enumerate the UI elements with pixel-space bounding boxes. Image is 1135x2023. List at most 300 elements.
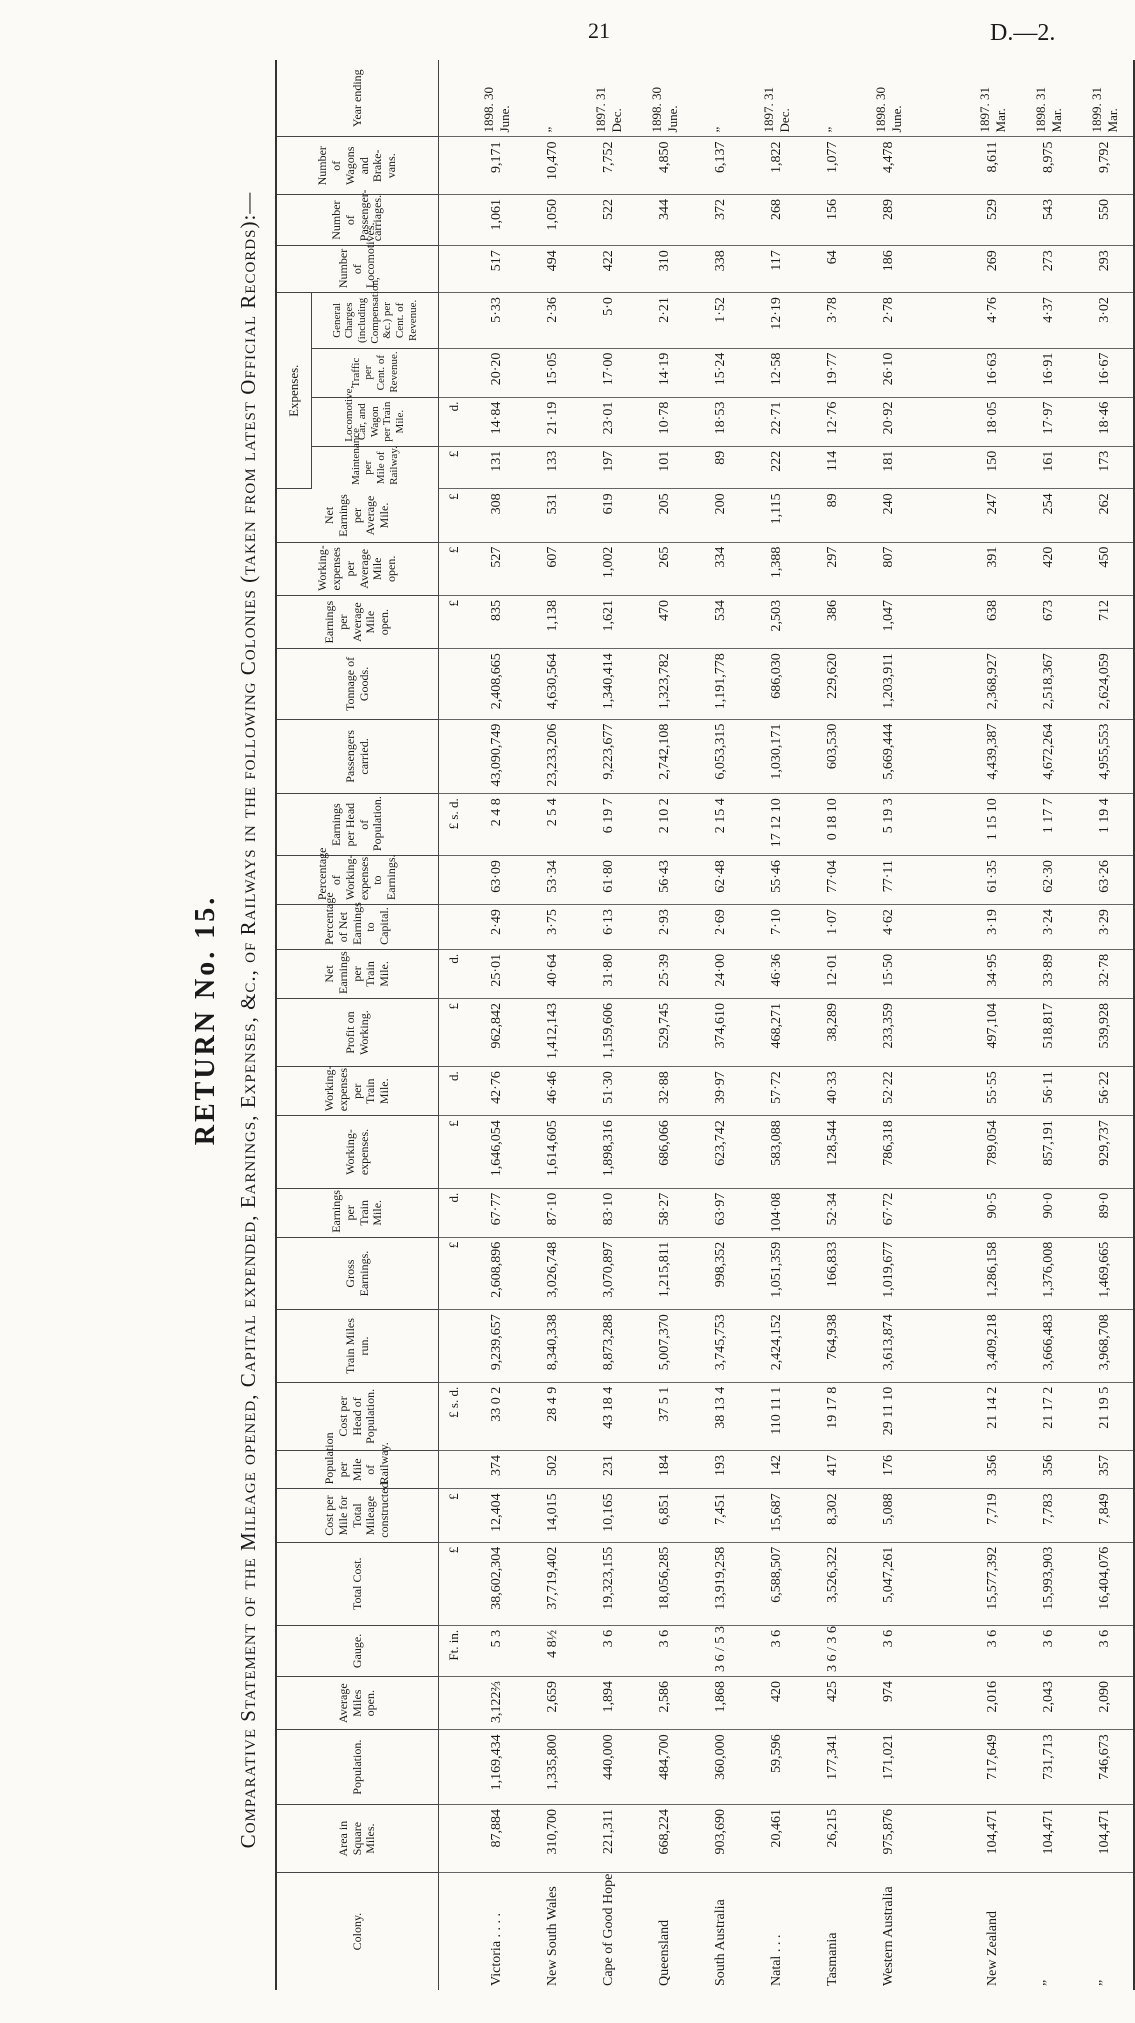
table-cell: 55·55 xyxy=(965,1067,1021,1116)
table-cell: 4·62 xyxy=(861,905,917,950)
table-cell: 6,588,507 xyxy=(749,1542,805,1625)
table-cell: 2,608,896 xyxy=(469,1237,525,1310)
table-cell: 974 xyxy=(861,1677,917,1730)
table-cell: 4 8½ xyxy=(525,1625,581,1676)
unit-cell xyxy=(439,1310,470,1383)
table-cell: 29 11 10 xyxy=(861,1382,917,1450)
table-cell: 15·05 xyxy=(525,348,581,397)
table-cell: 1,412,143 xyxy=(525,998,581,1066)
table-cell: 344 xyxy=(637,195,693,246)
table-cell: 18·53 xyxy=(693,397,749,446)
table-cell: 420 xyxy=(1021,542,1077,595)
table-cell: 8,873,288 xyxy=(581,1310,637,1383)
table-cell: 1,030,171 xyxy=(749,719,805,794)
table-cell: 38 13 4 xyxy=(693,1382,749,1450)
header-expenses-group: Expenses. xyxy=(276,293,312,489)
table-cell: 4,850 xyxy=(637,137,693,195)
unit-cell: £ xyxy=(439,1237,470,1310)
table-cell: 12·76 xyxy=(805,397,861,446)
table-cell: 8,340,338 xyxy=(525,1310,581,1383)
table-cell: 2,586 xyxy=(637,1677,693,1730)
unit-cell: £ s. d. xyxy=(439,794,470,856)
table-cell: 1 15 10 xyxy=(965,794,1021,856)
unit-cell: £ xyxy=(439,998,470,1066)
table-cell: 7,849 xyxy=(1077,1489,1134,1542)
header-net-per-mile: Net Earnings per Average Mile. xyxy=(276,489,439,542)
header-locomotive-car-wagon: Locomotive, Car, and Wagon per Train Mile. xyxy=(312,397,439,446)
table-cell: 310 xyxy=(637,246,693,293)
colony-name: New South Wales xyxy=(545,1886,560,1986)
table-cell: 1,323,782 xyxy=(637,649,693,719)
table-cell: 807 xyxy=(861,542,917,595)
table-cell: 6,851 xyxy=(637,1489,693,1542)
table-cell: 32·78 xyxy=(1077,949,1134,998)
table-cell: 131 xyxy=(469,446,525,489)
table-cell: 494 xyxy=(525,246,581,293)
spacer-cell xyxy=(917,1451,965,1489)
table-cell: 20·92 xyxy=(861,397,917,446)
table-cell: 786,318 xyxy=(861,1116,917,1189)
table-cell: 668,224 xyxy=(637,1804,693,1872)
table-cell: 21 19 5 xyxy=(1077,1382,1134,1450)
table-cell: 857,191 xyxy=(1021,1116,1077,1189)
colony-name: ” xyxy=(1041,1979,1056,1986)
table-cell: 58·27 xyxy=(637,1188,693,1237)
table-cell: 2 4 8 xyxy=(469,794,525,856)
table-cell: 1,215,811 xyxy=(637,1237,693,1310)
spacer-cell xyxy=(917,1188,965,1237)
table-cell: 3 6 xyxy=(637,1625,693,1676)
table-cell: 63·26 xyxy=(1077,856,1134,905)
table-cell: 764,938 xyxy=(805,1310,861,1383)
header-general-charges: General Charges (including Compensation, &c.) per Cent. of Revenue. xyxy=(312,293,439,348)
table-cell: 3 6 xyxy=(861,1625,917,1676)
header-pct-net-capital: Percentage of Net Earnings to Capital. xyxy=(276,905,439,950)
table-cell: 15,993,903 xyxy=(1021,1542,1077,1625)
table-cell: 529 xyxy=(965,195,1021,246)
table-cell: 17·00 xyxy=(581,348,637,397)
unit-cell xyxy=(439,1451,470,1489)
table-cell: 142 xyxy=(749,1451,805,1489)
year-ending-cell: 1898. 30 June. xyxy=(637,60,693,137)
table-cell: 9,792 xyxy=(1077,137,1134,195)
table-cell: 1,376,008 xyxy=(1021,1237,1077,1310)
table-cell: 975,876 xyxy=(861,1804,917,1872)
table-cell: 3·19 xyxy=(965,905,1021,950)
table-row xyxy=(581,60,637,1990)
table-cell: 4,439,387 xyxy=(965,719,1021,794)
table-cell: 53·34 xyxy=(525,856,581,905)
table-cell: 67·77 xyxy=(469,1188,525,1237)
table-cell: 38,602,304 xyxy=(469,1542,525,1625)
table-cell: 62·48 xyxy=(693,856,749,905)
table-cell: 101 xyxy=(637,446,693,489)
table-cell: 19·77 xyxy=(805,348,861,397)
table-cell: 12·01 xyxy=(805,949,861,998)
table-cell: 289 xyxy=(861,195,917,246)
table-cell: 929,737 xyxy=(1077,1116,1134,1189)
table-cell: 417 xyxy=(805,1451,861,1489)
unit-cell xyxy=(439,1873,470,1990)
table-cell: 1,047 xyxy=(861,595,917,648)
spacer-cell xyxy=(917,1310,965,1383)
table-cell: 3·75 xyxy=(525,905,581,950)
year-ending-cell: 1898. 30 June. xyxy=(469,60,525,137)
header-earnings-per-train-mile: Earnings per Train Mile. xyxy=(276,1188,439,1237)
table-cell: 21·19 xyxy=(525,397,581,446)
table-cell: 1,340,414 xyxy=(581,649,637,719)
table-cell: 117 xyxy=(749,246,805,293)
colony-name: Western Australia xyxy=(881,1886,896,1986)
unit-cell xyxy=(439,1677,470,1730)
table-cell: 52·22 xyxy=(861,1067,917,1116)
table-cell: 497,104 xyxy=(965,998,1021,1066)
table-cell: 221,311 xyxy=(581,1804,637,1872)
table-cell: 3 6 xyxy=(1077,1625,1134,1676)
table-cell: 1,050 xyxy=(525,195,581,246)
table-cell: 3 6 xyxy=(1021,1625,1077,1676)
table-cell: 15,687 xyxy=(749,1489,805,1542)
table-cell: 20,461 xyxy=(749,1804,805,1872)
table-cell: 531 xyxy=(525,489,581,542)
table-cell: 90·5 xyxy=(965,1188,1021,1237)
table-cell: 2,408,665 xyxy=(469,649,525,719)
unit-cell: £ xyxy=(439,489,470,542)
unit-cell: £ xyxy=(439,1116,470,1189)
table-row xyxy=(805,60,861,1990)
header-maintenance: Maintenance per Mile of Railway. xyxy=(312,446,439,489)
table-cell: 156 xyxy=(805,195,861,246)
table-cell: 638 xyxy=(965,595,1021,648)
table-cell: 14·19 xyxy=(637,348,693,397)
year-ending-cell: 1897. 31 Dec. xyxy=(581,60,637,137)
unit-cell: d. xyxy=(439,1067,470,1116)
spacer-cell xyxy=(917,905,965,950)
table-cell: 998,352 xyxy=(693,1237,749,1310)
unit-cell: £ xyxy=(439,595,470,648)
table-row xyxy=(965,60,1021,1990)
colony-name: New Zealand xyxy=(985,1910,1000,1986)
unit-cell xyxy=(439,856,470,905)
table-cell: 268 xyxy=(749,195,805,246)
table-cell: 391 xyxy=(965,542,1021,595)
unit-cell xyxy=(439,905,470,950)
table-cell: 310,700 xyxy=(525,1804,581,1872)
table-cell: 673 xyxy=(1021,595,1077,648)
table-cell: 171,021 xyxy=(861,1730,917,1805)
table-cell: 5 19 3 xyxy=(861,794,917,856)
table-cell: 440,000 xyxy=(581,1730,637,1805)
table-cell: 1,169,434 xyxy=(469,1730,525,1805)
table-cell: 2,659 xyxy=(525,1677,581,1730)
table-cell: 3,613,874 xyxy=(861,1310,917,1383)
table-cell: 34·95 xyxy=(965,949,1021,998)
table-cell: 356 xyxy=(1021,1451,1077,1489)
header-population-per-mile: Population per Mile of Railway. xyxy=(276,1451,439,1489)
table-cell: 712 xyxy=(1077,595,1134,648)
unit-cell xyxy=(439,137,470,195)
table-cell: 1,388 xyxy=(749,542,805,595)
table-cell: 3,026,748 xyxy=(525,1237,581,1310)
header-wexp-per-mile: Working-expenses per Average Mile open. xyxy=(276,542,439,595)
unit-cell: d. xyxy=(439,397,470,446)
table-cell: 43,090,749 xyxy=(469,719,525,794)
table-cell: 184 xyxy=(637,1451,693,1489)
table-cell: 1,335,800 xyxy=(525,1730,581,1805)
table-cell: 90·0 xyxy=(1021,1188,1077,1237)
table-cell: 7,783 xyxy=(1021,1489,1077,1542)
unit-cell: £ xyxy=(439,1489,470,1542)
header-passenger-carriages: Number of Passenger-carriages. xyxy=(276,195,439,246)
table-cell: 63·09 xyxy=(469,856,525,905)
spacer-cell xyxy=(917,1542,965,1625)
table-cell: 1·52 xyxy=(693,293,749,348)
table-cell: 686,030 xyxy=(749,649,805,719)
header-working-expenses: Working-expenses. xyxy=(276,1116,439,1189)
spacer-cell xyxy=(917,1677,965,1730)
table-cell: 181 xyxy=(861,446,917,489)
table-cell: 133 xyxy=(525,446,581,489)
table-cell: 3·78 xyxy=(805,293,861,348)
table-cell: 89 xyxy=(805,489,861,542)
table-cell: 517 xyxy=(469,246,525,293)
table-cell: 265 xyxy=(637,542,693,595)
table-cell: 150 xyxy=(965,446,1021,489)
table-cell: 2,624,059 xyxy=(1077,649,1134,719)
table-cell: 10,165 xyxy=(581,1489,637,1542)
table-cell: 420 xyxy=(749,1677,805,1730)
table-cell: 32·88 xyxy=(637,1067,693,1116)
table-cell: 293 xyxy=(1077,246,1134,293)
table-cell: 1,822 xyxy=(749,137,805,195)
colony-name: South Australia xyxy=(713,1899,728,1986)
table-cell: 3·29 xyxy=(1077,905,1134,950)
table-cell: 386 xyxy=(805,595,861,648)
table-cell: 6 19 7 xyxy=(581,794,637,856)
header-profit: Profit on Working. xyxy=(276,998,439,1066)
table-cell: 308 xyxy=(469,489,525,542)
year-ending-cell: 1897. 31 Dec. xyxy=(749,60,805,137)
spacer-cell xyxy=(917,1237,965,1310)
table-cell: 356 xyxy=(965,1451,1021,1489)
table-cell: 2·21 xyxy=(637,293,693,348)
table-cell: 56·43 xyxy=(637,856,693,905)
header-year-ending: Year ending xyxy=(276,60,439,137)
table-row xyxy=(861,60,917,1990)
table-cell: 527 xyxy=(469,542,525,595)
table-cell: 18·46 xyxy=(1077,397,1134,446)
table-cell: 31·80 xyxy=(581,949,637,998)
header-gauge: Gauge. xyxy=(276,1625,439,1676)
table-cell: 87,884 xyxy=(469,1804,525,1872)
spacer-cell xyxy=(917,1489,965,1542)
header-passengers: Passengers carried. xyxy=(276,719,439,794)
table-cell: 247 xyxy=(965,489,1021,542)
table-cell: 539,928 xyxy=(1077,998,1134,1066)
table-cell: 686,066 xyxy=(637,1116,693,1189)
spacer-cell xyxy=(917,137,965,195)
table-cell: 110 11 1 xyxy=(749,1382,805,1450)
table-cell: 104,471 xyxy=(1077,1804,1134,1872)
table-cell: 197 xyxy=(581,446,637,489)
table-cell: 229,620 xyxy=(805,649,861,719)
header-locomotives: Number of Locomotives. xyxy=(276,246,439,293)
table-cell: 5,088 xyxy=(861,1489,917,1542)
colony-name: ” xyxy=(1097,1979,1112,1986)
table-cell: 51·30 xyxy=(581,1067,637,1116)
table-cell: 56·11 xyxy=(1021,1067,1077,1116)
table-cell: 17 12 10 xyxy=(749,794,805,856)
table-cell: 534 xyxy=(693,595,749,648)
unit-cell xyxy=(439,293,470,348)
table-cell: 240 xyxy=(861,489,917,542)
table-cell: 104,471 xyxy=(965,1804,1021,1872)
header-traffic: Traffic per Cent. of Revenue. xyxy=(312,348,439,397)
table-cell: 4·76 xyxy=(965,293,1021,348)
table-cell: 3,526,322 xyxy=(805,1542,861,1625)
table-cell: 1·07 xyxy=(805,905,861,950)
table-cell: 16·63 xyxy=(965,348,1021,397)
table-cell: 10·78 xyxy=(637,397,693,446)
table-cell: 42·76 xyxy=(469,1067,525,1116)
spacer-cell xyxy=(917,1067,965,1116)
spacer-cell xyxy=(917,293,965,348)
table-cell: 22·71 xyxy=(749,397,805,446)
table-cell: 273 xyxy=(1021,246,1077,293)
unit-cell xyxy=(439,60,470,137)
table-cell: 59,596 xyxy=(749,1730,805,1805)
statement-subtitle: Comparative Statement of the Mileage opened, Capital expended, Earnings, Expenses, &c., of Railways in the following Colonies (taken from latest Official Records):— xyxy=(236,191,260,1849)
table-row xyxy=(1021,60,1077,1990)
unit-cell: £ xyxy=(439,542,470,595)
table-cell: 26,215 xyxy=(805,1804,861,1872)
table-cell: 518,817 xyxy=(1021,998,1077,1066)
table-cell: 3 6 xyxy=(749,1625,805,1676)
table-cell: 33 0 2 xyxy=(469,1382,525,1450)
table-cell: 89 xyxy=(693,446,749,489)
table-cell: 7,719 xyxy=(965,1489,1021,1542)
table-cell: 19,323,155 xyxy=(581,1542,637,1625)
table-cell: 1,019,677 xyxy=(861,1237,917,1310)
table-cell: 39·97 xyxy=(693,1067,749,1116)
table-cell: 9,223,677 xyxy=(581,719,637,794)
table-cell: 77·04 xyxy=(805,856,861,905)
header-cost-per-mile: Cost per Mile for Total Mileage constructed. xyxy=(276,1489,439,1542)
table-cell: 38,289 xyxy=(805,998,861,1066)
spacer-cell xyxy=(917,1625,965,1676)
unit-cell: £ xyxy=(439,1542,470,1625)
railway-statistics-table xyxy=(275,60,1135,1990)
table-cell: 18·05 xyxy=(965,397,1021,446)
table-cell: 205 xyxy=(637,489,693,542)
colony-name: Cape of Good Hope xyxy=(601,1873,616,1986)
table-cell: 4,955,553 xyxy=(1077,719,1134,794)
header-earnings-per-head: Earnings per Head of Population. xyxy=(276,794,439,856)
spacer-cell xyxy=(917,1382,965,1450)
header-net-per-train-mile: Net Earnings per Train Mile. xyxy=(276,949,439,998)
table-cell: 1,614,605 xyxy=(525,1116,581,1189)
table-cell: 262 xyxy=(1077,489,1134,542)
table-cell: 1,868 xyxy=(693,1677,749,1730)
table-cell: 177,341 xyxy=(805,1730,861,1805)
spacer-cell xyxy=(917,542,965,595)
table-cell: 62·30 xyxy=(1021,856,1077,905)
table-cell: 374 xyxy=(469,1451,525,1489)
table-cell: 746,673 xyxy=(1077,1730,1134,1805)
colony-name: Tasmania xyxy=(825,1932,840,1986)
table-cell: 16·67 xyxy=(1077,348,1134,397)
table-cell: 962,842 xyxy=(469,998,525,1066)
year-ending-cell: 1899. 31 Mar. xyxy=(1077,60,1134,137)
table-cell: 3 6 xyxy=(965,1625,1021,1676)
table-cell: 2,503 xyxy=(749,595,805,648)
table-cell: 128,544 xyxy=(805,1116,861,1189)
spacer-cell xyxy=(917,719,965,794)
table-cell: 16,404,076 xyxy=(1077,1542,1134,1625)
table-cell: 61·80 xyxy=(581,856,637,905)
table-cell: 193 xyxy=(693,1451,749,1489)
table-cell: 3,745,753 xyxy=(693,1310,749,1383)
table-cell: 543 xyxy=(1021,195,1077,246)
table-cell: 19 17 8 xyxy=(805,1382,861,1450)
table-cell: 200 xyxy=(693,489,749,542)
spacer-row xyxy=(917,60,965,1990)
header-pct-wexp-earnings: Percentage of Working-expenses to Earnings. xyxy=(276,856,439,905)
table-cell: 21 14 2 xyxy=(965,1382,1021,1450)
header-colony: Colony. xyxy=(276,1873,439,1990)
table-cell: 2 15 4 xyxy=(693,794,749,856)
table-cell: 3·24 xyxy=(1021,905,1077,950)
table-cell: 7,752 xyxy=(581,137,637,195)
table-cell: 28 4 9 xyxy=(525,1382,581,1450)
spacer-cell xyxy=(917,1730,965,1805)
table-cell: 1,286,158 xyxy=(965,1237,1021,1310)
table-cell: 64 xyxy=(805,246,861,293)
table-cell: 297 xyxy=(805,542,861,595)
table-body xyxy=(439,60,1135,1990)
table-row xyxy=(1077,60,1134,1990)
table-cell: 1,061 xyxy=(469,195,525,246)
table-cell: 2·36 xyxy=(525,293,581,348)
table-row xyxy=(749,60,805,1990)
table-cell: 2,043 xyxy=(1021,1677,1077,1730)
unit-cell xyxy=(439,348,470,397)
colony-name: Victoria . . . . xyxy=(489,1912,504,1986)
table-cell: 13,919,258 xyxy=(693,1542,749,1625)
table-cell: 254 xyxy=(1021,489,1077,542)
header-cost-per-head: Cost per Head of Population. xyxy=(276,1382,439,1450)
table-cell: 5·0 xyxy=(581,293,637,348)
table-cell: 2 5 4 xyxy=(525,794,581,856)
table-cell: 789,054 xyxy=(965,1116,1021,1189)
spacer-cell xyxy=(917,60,965,137)
spacer-cell xyxy=(917,246,965,293)
spacer-cell xyxy=(917,595,965,648)
table-cell: 186 xyxy=(861,246,917,293)
table-cell: 4,478 xyxy=(861,137,917,195)
header-gross-earnings: Gross Earnings. xyxy=(276,1237,439,1310)
table-cell: 269 xyxy=(965,246,1021,293)
table-cell: 56·22 xyxy=(1077,1067,1134,1116)
table-cell: 3·02 xyxy=(1077,293,1134,348)
colony-name: Natal . . . xyxy=(769,1934,784,1986)
table-cell: 104,471 xyxy=(1021,1804,1077,1872)
table-cell: 17·97 xyxy=(1021,397,1077,446)
table-row xyxy=(637,60,693,1990)
table-cell: 1,469,665 xyxy=(1077,1237,1134,1310)
table-cell: 550 xyxy=(1077,195,1134,246)
colony-name: Queensland xyxy=(657,1919,672,1986)
